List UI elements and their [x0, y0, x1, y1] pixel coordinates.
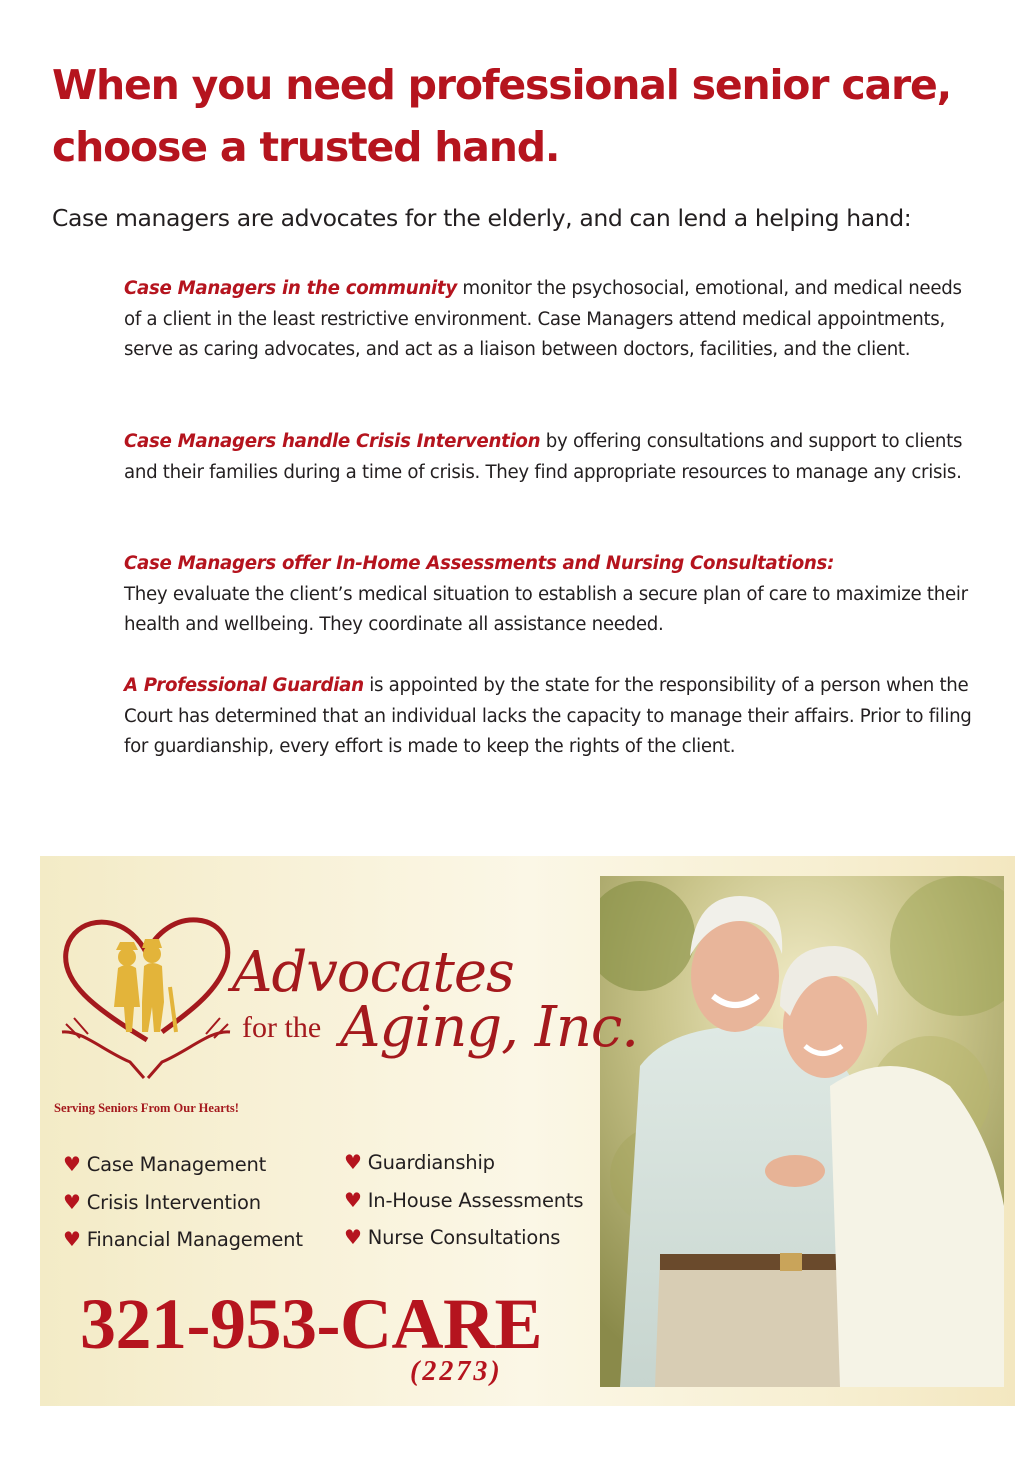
service-label: In-House Assessments [367, 1188, 584, 1212]
heart-icon: ♥ [63, 1227, 81, 1251]
service-item [344, 1182, 583, 1220]
brand-for-the: for the [242, 1011, 322, 1044]
section-in-home-assessments [124, 549, 974, 641]
tagline: Serving Seniors From Our Hearts! [54, 1101, 239, 1115]
service-item [344, 1144, 583, 1182]
heart-icon: ♥ [63, 1189, 81, 1214]
headline-line1: When you need professional senior care, [52, 61, 951, 109]
services-list-left [63, 1146, 303, 1259]
section-lead: Case Managers in the community [124, 278, 457, 299]
brand-advocates: Advocates [232, 940, 514, 1005]
heart-icon: ♥ [344, 1225, 362, 1249]
heart-icon: ♥ [344, 1150, 362, 1174]
section-body: They evaluate the client’s medical situation to establish a secure plan of care to maximize their health and wellbeing. They coordinate all assistance needed. [124, 583, 968, 635]
section-lead: Case Managers handle Crisis Intervention [124, 431, 541, 452]
section-lead: A Professional Guardian [124, 675, 364, 696]
service-item [63, 1184, 303, 1222]
service-label: Financial Management [86, 1228, 303, 1251]
service-item [63, 1221, 303, 1259]
service-label: Crisis Intervention [86, 1190, 261, 1214]
headline-line2: choose a trusted hand. [52, 123, 560, 171]
logo [52, 912, 242, 1092]
service-item [344, 1219, 583, 1257]
photo-illustration [600, 876, 1004, 1387]
service-label: Guardianship [367, 1151, 495, 1174]
service-label: Case Management [86, 1153, 267, 1176]
headline [52, 54, 1012, 178]
phone-number: 321-953-CARE [80, 1284, 542, 1364]
subheadline: Case managers are advocates for the elderly, and can lend a helping hand: [52, 204, 912, 232]
services-list-right [344, 1144, 583, 1257]
section-body: by offering consultations and support to clients and their families during a time of crisis. They find appropriate resources to manage any crisis. [124, 431, 963, 483]
senior-couple-photo [600, 876, 1004, 1387]
section-body: monitor the psychosocial, emotional, and medical needs of a client in the least restrictive environment. Case Managers attend medical appointments, serve as caring advocates, and act as a liaison between doctors, facilities, and the client. [124, 278, 962, 360]
service-label: Nurse Consultations [367, 1226, 561, 1249]
phone-digits: (2273) [410, 1356, 503, 1387]
section-professional-guardian [124, 671, 974, 763]
heart-icon: ♥ [63, 1152, 81, 1176]
service-item [63, 1146, 303, 1184]
heart-icon: ♥ [344, 1187, 362, 1212]
section-crisis-intervention [124, 427, 974, 488]
brand-aging-inc: Aging, Inc. [340, 995, 639, 1060]
heart-hands-elderly-couple-logo [52, 912, 242, 1092]
section-community [124, 274, 974, 366]
section-lead: Case Managers offer In-Home Assessments and Nursing Consultations: [124, 553, 835, 574]
section-body: is appointed by the state for the responsibility of a person when the Court has determined that an individual lacks the capacity to manage their affairs. Prior to filing for guardianship, every effort is made to keep the rights of the client. [124, 675, 972, 757]
